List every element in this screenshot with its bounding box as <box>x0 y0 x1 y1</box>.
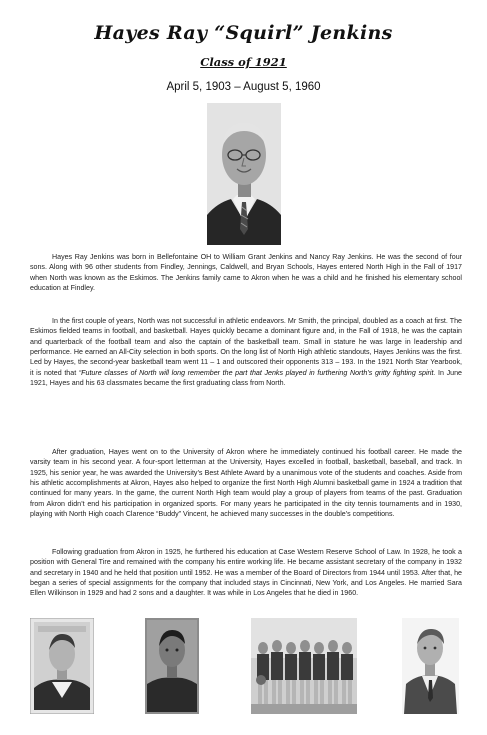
paragraph-2-tail: In June 1921, Hayes and his 63 classmates became the first graduating class from North. <box>30 368 462 388</box>
youth-portrait-photo <box>30 618 94 714</box>
paragraph-2 <box>30 316 462 388</box>
page-title: Hayes Ray “Squirl” Jenkins <box>94 22 393 44</box>
team-photo <box>251 618 357 714</box>
yearbook-quote: “Future classes of North will long remember the part that Jenks played in furthering North’s gritty fighting spirit. <box>78 368 436 377</box>
paragraph-2-text: In the first couple of years, North was not successful in athletic endeavors. Mr Smith, the principal, doubled as a coach at first. The Eskimos fielded teams in football, and basketball. Hayes quickly became a dominant figure and, in the Fall of 1918, he was the captain and quarterback of the football team and also the captain of the basketball team. Small in stature he was large in leadership and performance. He earned an All-City selection in both sports. On the long list of North High athletic standouts, Hayes Jenkins was the first. Led by Hayes, the second-year basketball team went 11 – 1 and outscored their opponents 313 – 193. In the 1921 North Star Yearbook, it is noted that <box>30 317 462 377</box>
class-year-subtitle: Class of 1921 <box>200 55 287 69</box>
life-dates: April 5, 1903 – August 5, 1960 <box>166 81 321 93</box>
paragraph-3: After graduation, Hayes went on to the University of Akron where he immediately continued his football career. He made the varsity team in his second year. A four-sport letterman at the University, Hayes excelled in football, basketball, baseball, and track. In 1925, his senior year, he was awarded the University’s Best Athlete Award by a unanimous vote of the students and coaches. Aside from his athletic accomplishments at Akron, Hayes also helped to organize the first North High Alumni basketball game in 1924 a tradition that continued for many years. In the game, the current North High team would play a group of players from teams of the past. Graduation from Akron didn’t end his participation in organized sports. For many years he participated in the city tennis tournaments and in 1930, playing with North High coach Clarence “Buddy” Vincent, he achieved many successes in the double’s competitions. <box>30 448 462 519</box>
portrait-photo <box>207 103 281 245</box>
newspaper-portrait-photo <box>145 618 199 714</box>
paragraph-4: Following graduation from Akron in 1925, he furthered his education at Case Western Reserve School of Law. In 1928, he took a position with General Tire and remained with the company his entire working life. He became assistant secretary of the company in 1932 and secretary in 1940 and he held that position until 1952. He was a member of the Board of Directors from 1944 until 1953. After that, he began a series of special assignments for the company that included stays in Cincinnati, New York, and Los Angeles. He married Sara Ellen Wilkinson in 1929 and had 2 sons and a daughter. It was while in Los Angeles that he died in 1960. <box>30 548 462 598</box>
paragraph-1: Hayes Ray Jenkins was born in Bellefontaine OH to William Grant Jenkins and Nancy Ray Jenkins. He was the second of four sons. Along with 96 other students from Findley, Jennings, Caldwell, and Bryan Schools, Hayes entered North High in the Fall of 1917 when North was known as the Eskimos. The Jenkins family came to Akron when he was a child and he finished his elementary school education at Findley. <box>30 253 462 293</box>
suit-portrait-photo <box>402 618 459 714</box>
